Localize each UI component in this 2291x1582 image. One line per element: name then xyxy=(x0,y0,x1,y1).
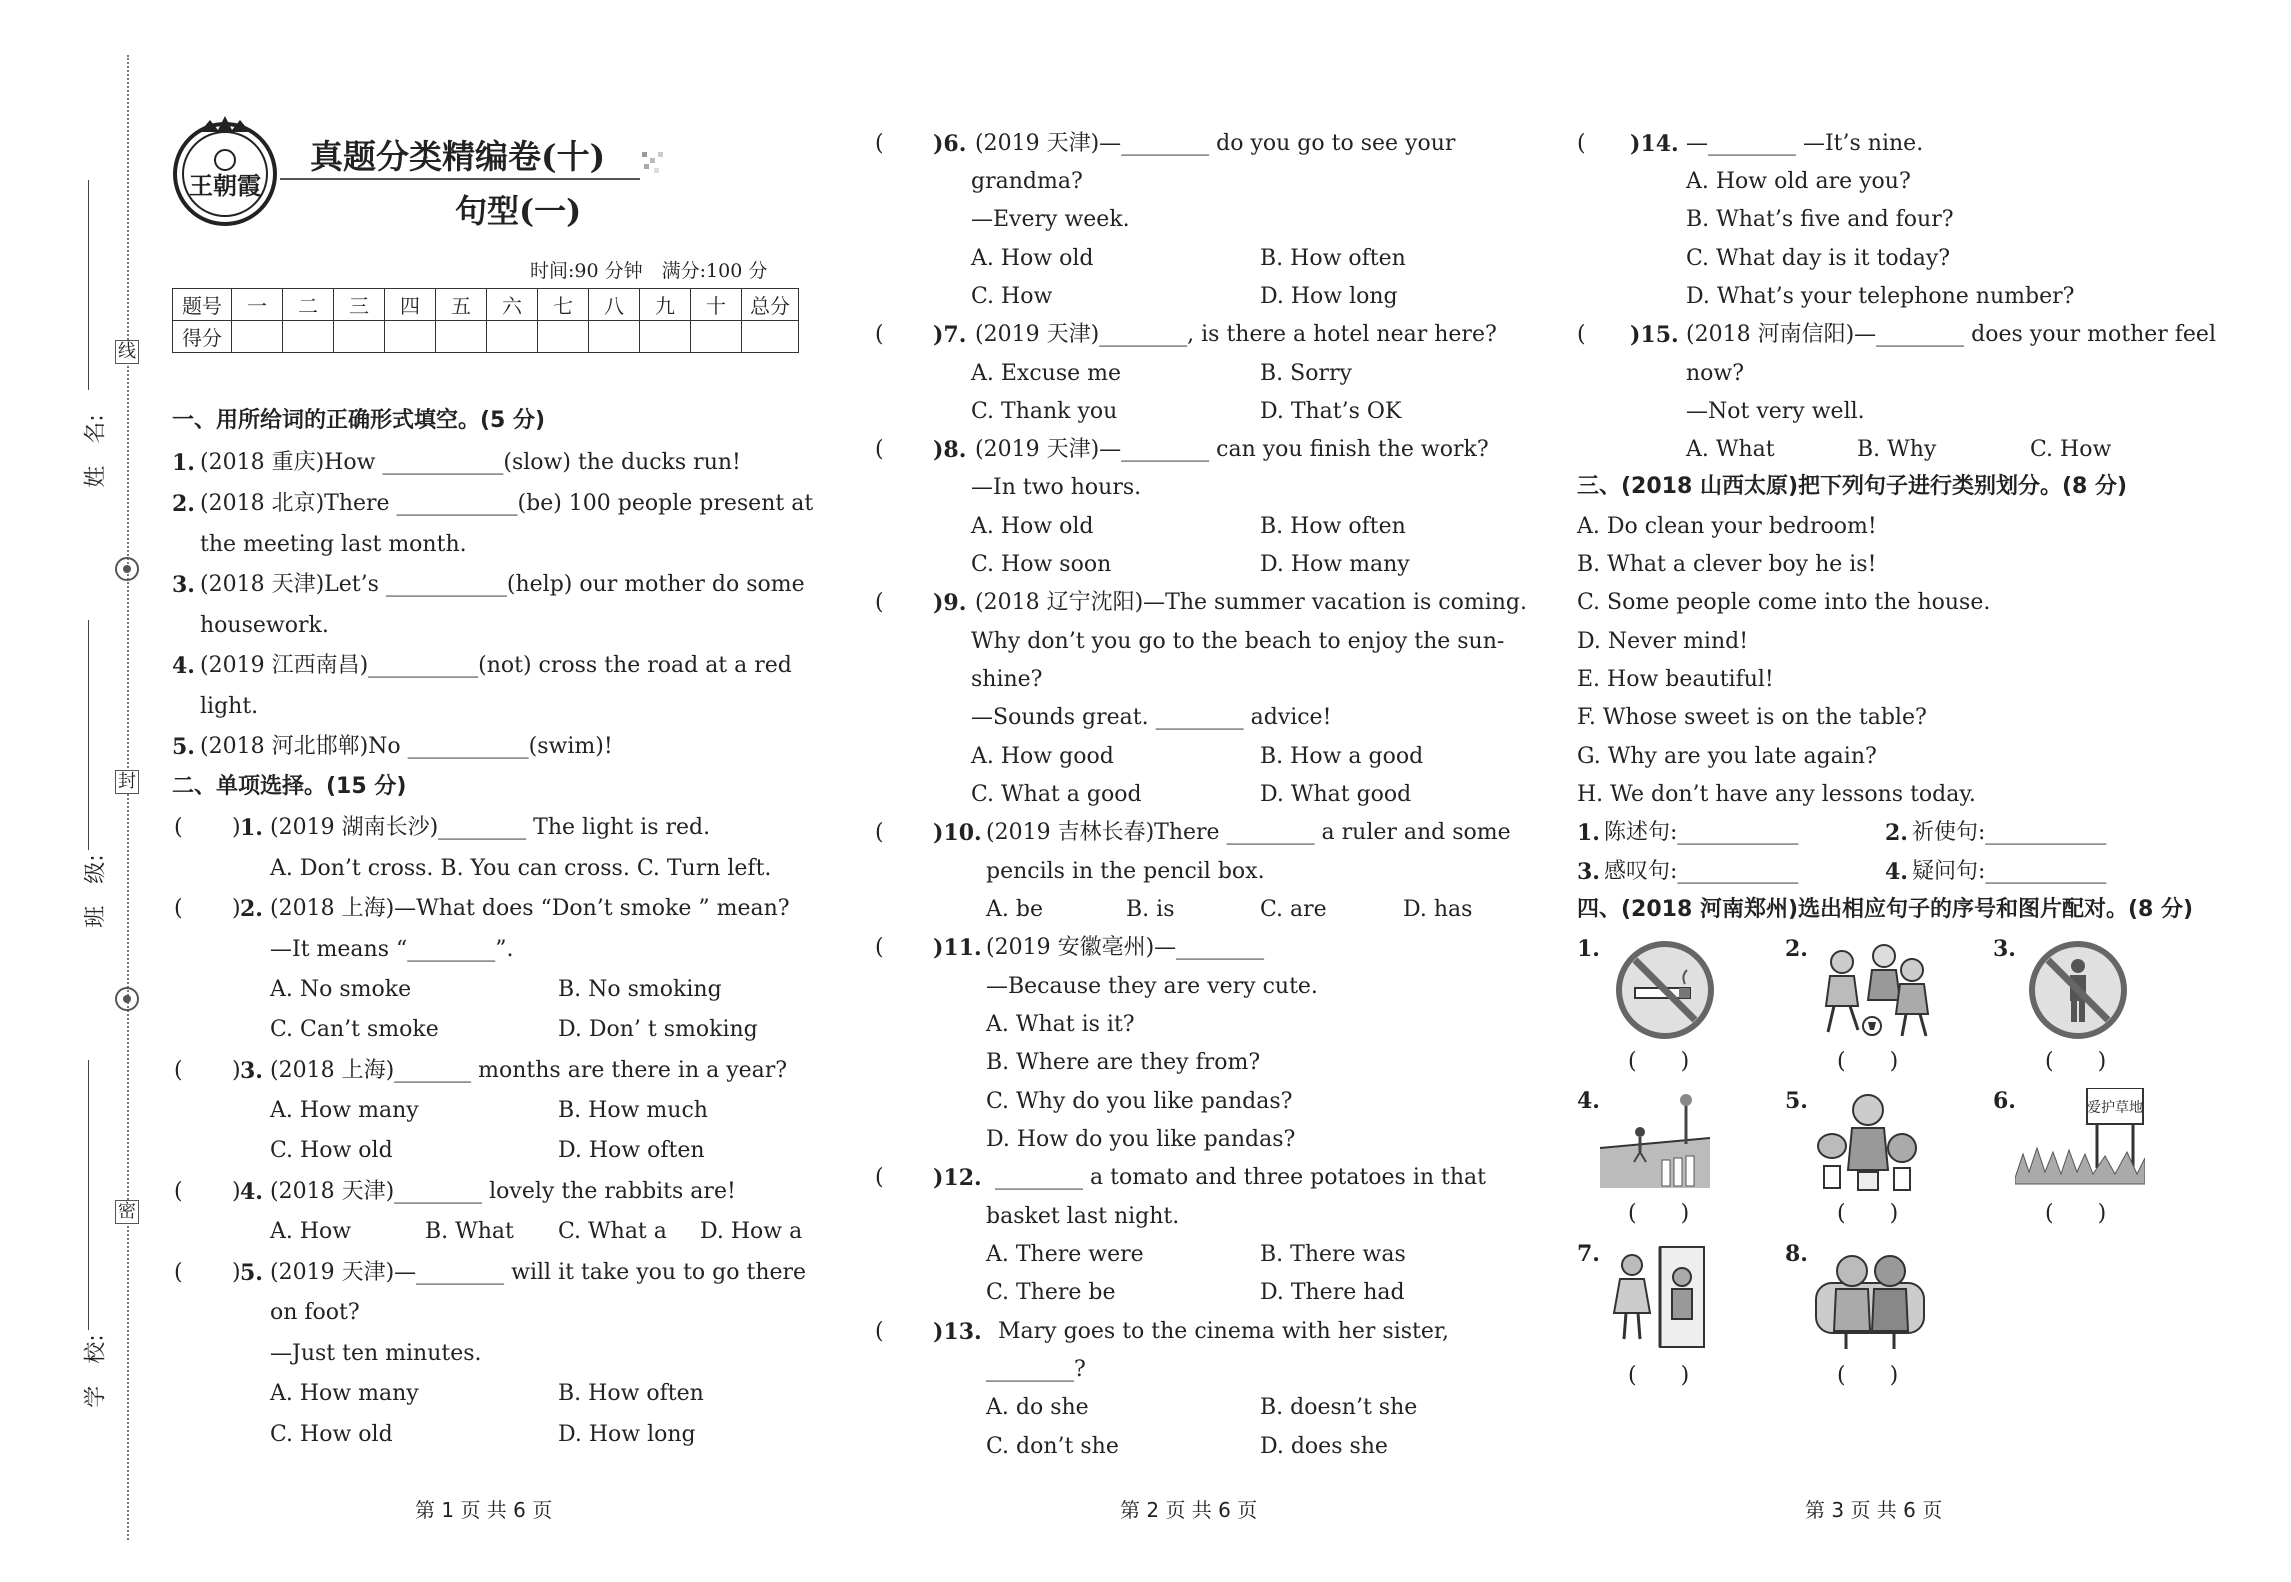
answer-paren-close: ) xyxy=(232,896,241,921)
question-text: (2019 天津)—________ will it take you to go there xyxy=(270,1260,807,1285)
score-cell: 题号 xyxy=(173,289,232,321)
answer-paren[interactable]: ( xyxy=(174,815,183,840)
question-text: ________? xyxy=(986,1357,1086,1382)
picture-number: 6. xyxy=(1993,1088,2016,1114)
option: C. What a good xyxy=(971,782,1142,807)
question-text: light. xyxy=(200,694,259,719)
no-walking-sign-icon xyxy=(2028,940,2128,1040)
children-at-door-picture xyxy=(1610,1243,1710,1353)
class-label: 班 级: xyxy=(83,854,109,928)
question-number: )11. xyxy=(933,935,982,961)
page-footer: 第 2 页 共 6 页 xyxy=(1120,1498,1258,1522)
option: B. There was xyxy=(1260,1242,1406,1267)
option: B. is xyxy=(1126,897,1175,922)
option: B. Where are they from? xyxy=(986,1050,1261,1075)
title-dots-decoration xyxy=(640,150,670,180)
option: D. does she xyxy=(1260,1434,1388,1459)
option: B. How often xyxy=(1260,514,1406,539)
score-cell: 八 xyxy=(589,289,640,321)
option: C. What a xyxy=(558,1219,667,1244)
question-text: —Every week. xyxy=(971,207,1130,232)
option: B. No smoking xyxy=(558,977,722,1002)
score-cell: 得分 xyxy=(173,321,232,353)
option: A. There were xyxy=(986,1242,1144,1267)
option: C. How soon xyxy=(971,552,1112,577)
question-text: on foot? xyxy=(270,1300,360,1325)
answer-paren[interactable]: ( ) xyxy=(1837,1049,1899,1074)
score-table-row xyxy=(173,321,799,353)
seal-secret-mark: 密 xyxy=(115,1200,139,1224)
question-number: 4. xyxy=(240,1179,263,1205)
option: B. How much xyxy=(558,1098,708,1123)
question-text: —It means “________”. xyxy=(270,937,514,962)
question-text: the meeting last month. xyxy=(200,532,467,557)
option: D. How often xyxy=(558,1138,705,1163)
question-number: 1. xyxy=(172,450,195,476)
score-cell[interactable] xyxy=(385,321,436,353)
question-text: Mary goes to the cinema with her sister, xyxy=(998,1319,1449,1344)
answer-paren[interactable]: ( xyxy=(1577,131,1586,156)
option: C. are xyxy=(1260,897,1327,922)
two-girls-sitting-picture xyxy=(1810,1243,1930,1353)
option: D. Don’ t smoking xyxy=(558,1017,758,1042)
question-number: 2. xyxy=(172,491,195,517)
answer-paren-close: ) xyxy=(232,1179,241,1204)
binding-hole-icon xyxy=(113,985,141,1013)
option: A. No smoke xyxy=(270,977,412,1002)
question-number: 5. xyxy=(172,734,195,760)
score-table xyxy=(172,288,799,353)
picture-number: 8. xyxy=(1785,1241,1808,1267)
binding-line xyxy=(127,55,129,1540)
seal-line-mark: 线 xyxy=(115,340,139,364)
question-text: (2019 湖南长沙)________ The light is red. xyxy=(270,815,711,840)
answer-paren[interactable]: ( xyxy=(875,131,884,156)
category-blank[interactable]: 祈使句:___________ xyxy=(1912,820,2107,845)
question-number: )7. xyxy=(933,322,967,348)
option: B. How a good xyxy=(1260,744,1424,769)
category-number: 1. xyxy=(1577,820,1600,846)
question-number: 3. xyxy=(240,1058,263,1084)
question-number: )14. xyxy=(1630,131,1679,157)
picture-number: 4. xyxy=(1577,1088,1600,1114)
score-cell: 三 xyxy=(334,289,385,321)
option: C. don’t she xyxy=(986,1434,1119,1459)
score-cell: 六 xyxy=(487,289,538,321)
answer-paren[interactable]: ( xyxy=(174,1058,183,1083)
page-footer: 第 1 页 共 6 页 xyxy=(415,1498,553,1522)
question-text: (2019 天津)—________ do you go to see your xyxy=(975,131,1456,156)
question-text: (2018 天津)________ lovely the rabbits are! xyxy=(270,1179,736,1204)
option: A. What is it? xyxy=(986,1012,1135,1037)
score-cell: 五 xyxy=(436,289,487,321)
question-text: (2019 天津)________, is there a hotel near here? xyxy=(975,322,1497,347)
option: C. Why do you like pandas? xyxy=(986,1089,1293,1114)
option: A. do she xyxy=(986,1395,1089,1420)
picture-number: 7. xyxy=(1577,1241,1600,1267)
answer-paren-close: ) xyxy=(232,1260,241,1285)
logo-text: 王朝霞 xyxy=(189,171,261,200)
score-cell[interactable] xyxy=(589,321,640,353)
option: C. How xyxy=(971,284,1053,309)
question-number: )10. xyxy=(933,820,982,846)
option: A. What xyxy=(1686,437,1775,462)
option: D. That’s OK xyxy=(1260,399,1402,424)
option: A. How old xyxy=(971,514,1094,539)
answer-paren-close: ) xyxy=(232,1058,241,1083)
question-text: basket last night. xyxy=(986,1204,1180,1229)
answer-paren[interactable]: ( xyxy=(875,322,884,347)
section-4-title: 四、(2018 河南郑州)选出相应句子的序号和图片配对。(8 分) xyxy=(1577,897,2194,922)
sentence-item: B. What a clever boy he is! xyxy=(1577,552,1877,577)
score-cell[interactable] xyxy=(487,321,538,353)
question-text: (2018 上海)—What does “Don’t smoke ” mean? xyxy=(270,896,790,921)
answer-paren[interactable]: ( ) xyxy=(1837,1363,1899,1388)
option: A. How xyxy=(270,1219,352,1244)
sentence-item: C. Some people come into the house. xyxy=(1577,590,1991,615)
question-number: )9. xyxy=(933,590,967,616)
option: D. There had xyxy=(1260,1280,1405,1305)
option: B. How often xyxy=(558,1381,704,1406)
question-text: Why don’t you go to the beach to enjoy the sun- xyxy=(971,629,1505,654)
option: C. Can’t smoke xyxy=(270,1017,439,1042)
option: C. Thank you xyxy=(971,399,1118,424)
category-number: 4. xyxy=(1885,859,1908,885)
option: C. There be xyxy=(986,1280,1116,1305)
category-number: 3. xyxy=(1577,859,1600,885)
score-cell[interactable] xyxy=(436,321,487,353)
answer-paren[interactable]: ( ) xyxy=(1837,1201,1899,1226)
score-cell: 四 xyxy=(385,289,436,321)
option: A. Excuse me xyxy=(971,361,1122,386)
score-table-row xyxy=(173,289,799,321)
answer-paren[interactable]: ( xyxy=(174,1179,183,1204)
question-text: (2018 北京)There ___________(be) 100 people present at xyxy=(200,491,814,516)
score-cell[interactable] xyxy=(742,321,799,353)
option: B. Why xyxy=(1857,437,1937,462)
answer-paren[interactable]: ( ) xyxy=(2045,1049,2107,1074)
section-1-title: 一、用所给词的正确形式填空。(5 分) xyxy=(172,408,546,433)
question-text: housework. xyxy=(200,613,329,638)
option: D. has xyxy=(1403,897,1473,922)
section-2-title: 二、单项选择。(15 分) xyxy=(172,774,407,799)
question-text: (2019 安徽亳州)—________ xyxy=(986,935,1265,960)
sentence-item: E. How beautiful! xyxy=(1577,667,1774,692)
option: C. How old xyxy=(270,1138,393,1163)
name-label: 姓 名: xyxy=(83,414,109,488)
picture-number: 5. xyxy=(1785,1088,1808,1114)
question-number: 3. xyxy=(172,572,195,598)
score-cell: 十 xyxy=(691,289,742,321)
sentence-item: F. Whose sweet is on the table? xyxy=(1577,705,1927,730)
score-cell: 二 xyxy=(283,289,334,321)
question-number: )8. xyxy=(933,437,967,463)
page-title: 真题分类精编卷(十) xyxy=(310,137,606,176)
binding-hole-icon xyxy=(113,555,141,583)
category-number: 2. xyxy=(1885,820,1908,846)
option: B. How often xyxy=(1260,246,1406,271)
question-text: ________ a tomato and three potatoes in that xyxy=(995,1165,1487,1190)
option-line: A. Don’t cross. B. You can cross. C. Turn left. xyxy=(270,856,772,881)
score-cell[interactable] xyxy=(283,321,334,353)
category-blank[interactable]: 感叹句:___________ xyxy=(1604,859,1799,884)
option: C. How xyxy=(2030,437,2112,462)
seal-seal-mark: 封 xyxy=(115,770,139,794)
question-text: (2018 天津)Let’s ___________(help) our mother do some xyxy=(200,572,805,597)
option: C. How old xyxy=(270,1422,393,1447)
answer-paren[interactable]: ( ) xyxy=(1628,1201,1690,1226)
answer-paren[interactable]: ( xyxy=(875,1165,884,1190)
picture-number: 2. xyxy=(1785,936,1808,962)
children-playing-football-picture xyxy=(1812,940,1942,1040)
score-cell: 七 xyxy=(538,289,589,321)
school-label: 学 校: xyxy=(83,1334,109,1408)
time-info: 时间:90 分钟 满分:100 分 xyxy=(530,260,768,282)
question-text: —In two hours. xyxy=(971,475,1142,500)
question-text: grandma? xyxy=(971,169,1083,194)
option: A. How old are you? xyxy=(1686,169,1911,194)
score-cell[interactable] xyxy=(691,321,742,353)
title-underline xyxy=(280,178,640,180)
option: B. What’s five and four? xyxy=(1686,207,1954,232)
option: D. What’s your telephone number? xyxy=(1686,284,2075,309)
question-text: pencils in the pencil box. xyxy=(986,859,1265,884)
question-number: 4. xyxy=(172,653,195,679)
question-number: 1. xyxy=(240,815,263,841)
option: D. How long xyxy=(558,1422,696,1447)
answer-paren[interactable]: ( xyxy=(875,590,884,615)
answer-paren[interactable]: ( xyxy=(875,1319,884,1344)
question-text: —Just ten minutes. xyxy=(270,1341,482,1366)
score-cell: 总分 xyxy=(742,289,799,321)
question-number: )13. xyxy=(933,1319,982,1345)
question-text: now? xyxy=(1686,361,1745,386)
question-text: (2019 江西南昌)__________(not) cross the road at a red xyxy=(200,653,792,678)
question-number: )12. xyxy=(933,1165,982,1191)
question-text: (2018 河北邯郸)No ___________(swim)! xyxy=(200,734,613,759)
option: D. How do you like pandas? xyxy=(986,1127,1296,1152)
question-text: (2018 河南信阳)—________ does your mother feel xyxy=(1686,322,2216,347)
score-cell[interactable] xyxy=(232,321,283,353)
answer-paren[interactable]: ( xyxy=(875,820,884,845)
option: D. How many xyxy=(1260,552,1410,577)
publisher-logo xyxy=(170,112,280,232)
question-number: 2. xyxy=(240,896,263,922)
sentence-item: A. Do clean your bedroom! xyxy=(1577,514,1877,539)
option: A. be xyxy=(986,897,1043,922)
section-3-title: 三、(2018 山西太原)把下列句子进行类别划分。(8 分) xyxy=(1577,474,2128,499)
no-smoking-sign-icon xyxy=(1615,940,1715,1040)
sentence-item: G. Why are you late again? xyxy=(1577,744,1877,769)
option: A. How old xyxy=(971,246,1094,271)
question-number: )6. xyxy=(933,131,967,157)
class-field-line xyxy=(88,620,89,850)
option: A. How many xyxy=(270,1098,419,1123)
option: B. Sorry xyxy=(1260,361,1352,386)
category-blank[interactable]: 疑问句:___________ xyxy=(1912,859,2107,884)
school-field-line xyxy=(88,1060,89,1330)
answer-paren-close: ) xyxy=(232,815,241,840)
score-cell: 一 xyxy=(232,289,283,321)
score-cell: 九 xyxy=(640,289,691,321)
question-text: (2018 上海)_______ months are there in a year? xyxy=(270,1058,788,1083)
answer-paren[interactable]: ( xyxy=(1577,322,1586,347)
answer-paren[interactable]: ( ) xyxy=(1628,1049,1690,1074)
name-field-line xyxy=(88,180,89,390)
question-number: )15. xyxy=(1630,322,1679,348)
road-crossing-picture xyxy=(1600,1088,1710,1188)
girl-watering-flowers-picture xyxy=(1810,1088,1920,1198)
sentence-item: H. We don’t have any lessons today. xyxy=(1577,782,1976,807)
category-blank[interactable]: 陈述句:___________ xyxy=(1604,820,1799,845)
question-text: (2018 辽宁沈阳)—The summer vacation is coming. xyxy=(975,590,1528,615)
option: D. How long xyxy=(1260,284,1398,309)
score-cell[interactable] xyxy=(334,321,385,353)
question-text: (2019 吉林长春)There ________ a ruler and some xyxy=(986,820,1511,845)
option: A. How many xyxy=(270,1381,419,1406)
question-text: shine? xyxy=(971,667,1043,692)
sign-text: 爱护草地 xyxy=(2087,1100,2143,1116)
question-text: (2018 重庆)How ___________(slow) the ducks run! xyxy=(200,450,741,475)
question-number: 5. xyxy=(240,1260,263,1286)
option: D. What good xyxy=(1260,782,1412,807)
answer-paren[interactable]: ( xyxy=(174,896,183,921)
answer-paren[interactable]: ( xyxy=(875,935,884,960)
question-text: (2019 天津)—________ can you finish the work? xyxy=(975,437,1489,462)
option: A. How good xyxy=(971,744,1114,769)
score-cell[interactable] xyxy=(640,321,691,353)
question-text: —Because they are very cute. xyxy=(986,974,1318,999)
answer-paren[interactable]: ( xyxy=(875,437,884,462)
question-text: —Not very well. xyxy=(1686,399,1865,424)
option: B. doesn’t she xyxy=(1260,1395,1418,1420)
page-footer: 第 3 页 共 6 页 xyxy=(1805,1498,1943,1522)
question-text: —Sounds great. ________ advice! xyxy=(971,705,1332,730)
score-cell[interactable] xyxy=(538,321,589,353)
answer-paren[interactable]: ( ) xyxy=(2045,1201,2107,1226)
question-text: —________ —It’s nine. xyxy=(1686,131,1924,156)
picture-number: 3. xyxy=(1993,936,2016,962)
protect-grass-sign-picture xyxy=(2015,1088,2145,1188)
picture-number: 1. xyxy=(1577,936,1600,962)
answer-paren[interactable]: ( ) xyxy=(1628,1363,1690,1388)
answer-paren[interactable]: ( xyxy=(174,1260,183,1285)
sentence-item: D. Never mind! xyxy=(1577,629,1749,654)
option: D. How a xyxy=(700,1219,803,1244)
option: C. What day is it today? xyxy=(1686,246,1951,271)
page-subtitle: 句型(一) xyxy=(455,192,582,230)
option: B. What xyxy=(425,1219,514,1244)
